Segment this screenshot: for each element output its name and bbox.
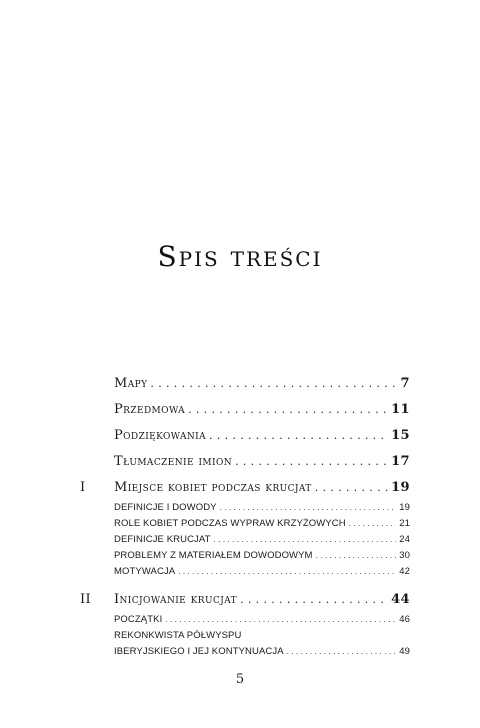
toc-section-label: DEFINICJE KRUCJAT	[114, 534, 211, 545]
toc-entry-page: 19	[391, 480, 410, 495]
toc-entry-maps[interactable]	[114, 376, 410, 398]
toc-entry-label: Przedmowa	[114, 402, 186, 417]
toc-section[interactable]	[114, 550, 410, 566]
toc-section-page: 49	[399, 646, 410, 657]
dot-leader	[150, 377, 397, 390]
table-of-contents	[80, 376, 410, 662]
toc-entry-preface[interactable]	[114, 402, 410, 424]
part-numeral: II	[80, 592, 92, 607]
dot-leader	[165, 615, 396, 624]
part-numeral: I	[80, 480, 86, 495]
dot-leader	[349, 519, 396, 528]
toc-section[interactable]	[114, 614, 410, 630]
toc-entry-names-translation[interactable]	[114, 454, 410, 476]
dot-leader	[220, 503, 397, 512]
page-number: 5	[235, 672, 245, 687]
dot-leader	[214, 535, 397, 544]
toc-section-page: 19	[399, 502, 410, 513]
toc-section-label: ROLE KOBIET PODCZAS WYPRAW KRZYŻOWYCH	[114, 518, 346, 529]
toc-entry-label: Mapy	[114, 376, 148, 391]
toc-section-label: POCZĄTKI	[114, 614, 163, 625]
toc-entry-label: Inicjowanie krucjat	[114, 592, 238, 607]
toc-entry-page: 11	[391, 402, 410, 417]
toc-section[interactable]	[114, 534, 410, 550]
toc-section-page: 21	[399, 518, 410, 529]
toc-section[interactable]	[114, 502, 410, 518]
dot-leader	[240, 593, 388, 606]
toc-entry-label: Tłumaczenie imion	[114, 454, 233, 469]
toc-section-line-2[interactable]	[114, 646, 410, 662]
dot-leader	[287, 647, 397, 656]
toc-section[interactable]	[114, 566, 410, 582]
dot-leader	[235, 455, 388, 468]
toc-section-label: IBERYJSKIEGO I JEJ KONTYNUACJA	[114, 646, 284, 657]
toc-section-page: 42	[399, 566, 410, 577]
toc-section-label: PROBLEMY Z MATERIAŁEM DOWODOWYM	[114, 550, 313, 561]
dot-leader	[315, 481, 388, 494]
dot-leader	[316, 551, 397, 560]
dot-leader	[188, 403, 388, 416]
toc-section-page: 24	[399, 534, 410, 545]
toc-section[interactable]	[114, 518, 410, 534]
toc-entry-label: Miejsce kobiet podczas krucjat	[114, 480, 312, 495]
toc-entry-label: Podziękowania	[114, 428, 207, 443]
toc-part-2[interactable]	[80, 592, 410, 614]
toc-section-label: REKONKWISTA PÓŁWYSPU	[114, 630, 242, 641]
toc-entry-page: 15	[391, 428, 410, 443]
dot-leader	[209, 429, 388, 442]
dot-leader	[178, 567, 396, 576]
toc-section-label: DEFINICJE I DOWODY	[114, 502, 217, 513]
toc-entry-page: 7	[400, 376, 410, 391]
toc-section-line-1[interactable]	[114, 630, 410, 646]
toc-section-label: MOTYWACJA	[114, 566, 176, 577]
toc-part-1[interactable]	[80, 480, 410, 502]
toc-section-page: 30	[399, 550, 410, 561]
toc-entry-page: 44	[391, 592, 410, 607]
page-title: Spis treści	[157, 240, 323, 273]
toc-entry-page: 17	[391, 454, 410, 469]
toc-entry-acknowledgements[interactable]	[114, 428, 410, 450]
toc-section-page: 46	[399, 614, 410, 625]
